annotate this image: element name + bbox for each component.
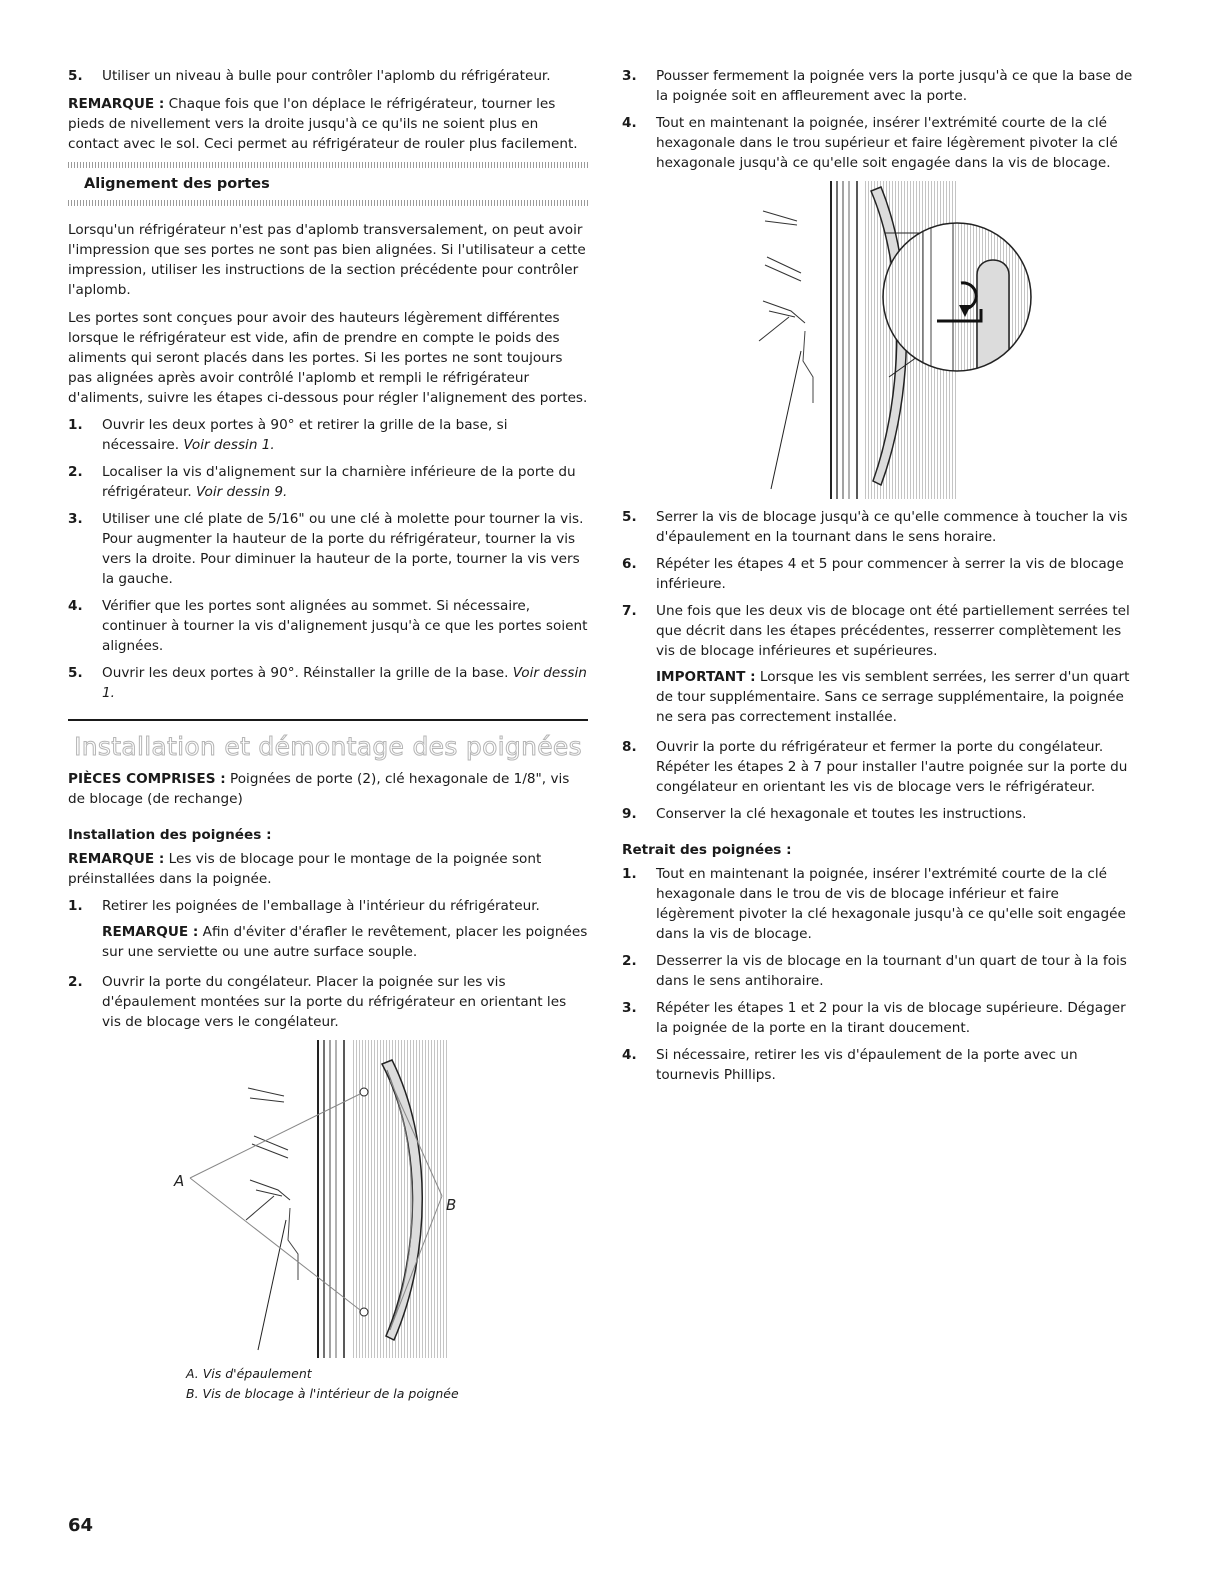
- step-text: Utiliser un niveau à bulle pour contrôler l'aplomb du réfrigérateur.: [102, 68, 551, 84]
- shelf-lines: [288, 1208, 298, 1280]
- step-text: Répéter les étapes 4 et 5 pour commencer à serrer la vis de blocage inférieure.: [656, 556, 1124, 592]
- figure-captions: [68, 1364, 588, 1404]
- step-text: Ouvrir la porte du réfrigérateur et fermer la porte du congélateur. Répéter les étapes 2 à 7 pour installer l'autre poignée sur la porte du congélateur en orientant les vis de blocage vers le réfrigérateur.: [656, 739, 1128, 795]
- paragraph: Lorsqu'un réfrigérateur n'est pas d'aplomb transversalement, on peut avoir l'impression que ses portes ne sont pas bien alignées. Si l'utilisateur a cette impression, utiliser les instructions de la section précédente pour contrôler l'aplomb.: [68, 222, 586, 298]
- step-number: 1.: [622, 866, 637, 882]
- note-paragraph: [68, 94, 588, 154]
- shelf-lines: [248, 1088, 284, 1102]
- step-text: Retirer les poignées de l'emballage à l'intérieur du réfrigérateur.: [102, 898, 540, 914]
- caption-a: A. Vis d'épaulement: [186, 1366, 312, 1381]
- step-text: Si nécessaire, retirer les vis d'épaulement de la porte avec un tournevis Phillips.: [656, 1047, 1078, 1083]
- step-number: 4.: [68, 598, 83, 614]
- note-label: REMARQUE :: [102, 924, 199, 940]
- shelf-lines: [763, 211, 797, 225]
- step-number: 3.: [622, 1000, 637, 1016]
- step-text: Desserrer la vis de blocage en la tournant d'un quart de tour à la fois dans le sens antihoraire.: [656, 953, 1127, 989]
- step-text: Conserver la clé hexagonale et toutes les instructions.: [656, 806, 1027, 822]
- step-number: 7.: [622, 603, 637, 619]
- step-text: Ouvrir la porte du congélateur. Placer la poignée sur les vis d'épaulement montées sur la porte du réfrigérateur en orientant les vis de blocage vers le congélateur.: [102, 974, 567, 1030]
- list-item: [68, 462, 588, 502]
- shelf-lines: [765, 257, 801, 281]
- left-column: [68, 66, 588, 1404]
- step-text: Utiliser une clé plate de 5/16" ou une clé à molette pour tourner la vis. Pour augmenter la hauteur de la porte du réfrigérateur, tourner la vis vers la droite. Pour diminuer la hauteur de la porte, tourner la vis vers la gauche.: [102, 511, 584, 587]
- subheading: Retrait des poignées :: [622, 842, 792, 858]
- important-note: [622, 667, 1136, 727]
- step-text: Serrer la vis de blocage jusqu'à ce qu'elle commence à toucher la vis d'épaulement en la tournant dans le sens horaire.: [656, 509, 1128, 545]
- important-text: Lorsque les vis semblent serrées, les serrer d'un quart de tour supplémentaire. Sans ce serrage supplémentaire, la poignée ne sera pas correctement installée.: [656, 669, 1130, 725]
- parts-text: Poignées de porte (2), clé hexagonale de 1/8", vis de blocage (de rechange): [68, 771, 570, 807]
- step-text: Ouvrir les deux portes à 90° et retirer la grille de la base, si nécessaire.: [102, 417, 508, 453]
- drawing-reference: Voir dessin 1.: [102, 665, 587, 701]
- step-text: Tout en maintenant la poignée, insérer l'extrémité courte de la clé hexagonale dans le trou supérieur et faire légèrement pivoter la clé hexagonale jusqu'à ce qu'elle soit engagée dans la vis de blocage.: [656, 115, 1118, 171]
- step-number: 8.: [622, 739, 637, 755]
- step-text: Une fois que les deux vis de blocage ont été partiellement serrées tel que décrit dans les étapes précédentes, resserrer complètement les vis de blocage inférieures et supérieures.: [656, 603, 1130, 659]
- section-rule: [68, 719, 588, 721]
- list-item: [622, 113, 1136, 173]
- dotted-separator: [68, 200, 588, 206]
- parts-label: PIÈCES COMPRISES :: [68, 771, 226, 787]
- shelf-lines: [252, 1136, 288, 1158]
- note-text: Chaque fois que l'on déplace le réfrigérateur, tourner les pieds de nivellement vers la droite jusqu'à ce qu'ils ne soient plus en contact avec le sol. Ceci permet au réfrigérateur de rouler plus facilement.: [68, 96, 578, 152]
- step-text: Répéter les étapes 1 et 2 pour la vis de blocage supérieure. Dégager la poignée de la porte en la tirant doucement.: [656, 1000, 1126, 1036]
- pointer-line: [771, 351, 801, 489]
- step-number: 1.: [68, 898, 83, 914]
- dotted-separator: [68, 162, 588, 168]
- list-item: [68, 596, 588, 656]
- list-item: [622, 998, 1136, 1038]
- list-item: [622, 804, 1136, 824]
- hex-key-figure: [709, 181, 1049, 499]
- step-number: 6.: [622, 556, 637, 572]
- step-text: Localiser la vis d'alignement sur la charnière inférieure de la porte du réfrigérateur.: [102, 464, 576, 500]
- note-text: Afin d'éviter d'érafler le revêtement, placer les poignées sur une serviette ou une autre surface souple.: [102, 924, 588, 960]
- shelf-lines: [250, 1180, 290, 1200]
- step-number: 2.: [68, 464, 83, 480]
- step-number: 5.: [68, 665, 83, 681]
- section-heading: Alignement des portes: [84, 176, 270, 192]
- list-item: [68, 663, 588, 703]
- step-number: 4.: [622, 1047, 637, 1063]
- list-item: [68, 896, 588, 916]
- shoulder-screw-bottom: [360, 1308, 368, 1316]
- step-number: 1.: [68, 417, 83, 433]
- section-title: Installation et démontage des poignées: [74, 732, 582, 761]
- step-text: Tout en maintenant la poignée, insérer l'extrémité courte de la clé hexagonale dans le trou de vis de blocage inférieur et faire légèrement pivoter la clé hexagonale jusqu'à ce qu'elle soit engagée dans la vis de blocage.: [656, 866, 1126, 942]
- shelf-lines: [246, 1196, 274, 1220]
- list-item: [622, 1045, 1136, 1085]
- list-item: [68, 415, 588, 455]
- paragraph: Les portes sont conçues pour avoir des hauteurs légèrement différentes lorsque le réfrigérateur est vide, afin de prendre en compte le poids des aliments qui seront placés dans les portes. Si les portes ne sont toujours pas alignées après avoir contrôlé l'aplomb et rempli le réfrigérateur d'aliments, suivre les étapes ci-dessous pour régler l'alignement des portes.: [68, 310, 588, 406]
- drawing-reference: Voir dessin 9.: [196, 484, 288, 500]
- door-edge: [829, 181, 863, 499]
- page-number: 64: [68, 1515, 94, 1536]
- step-number: 3.: [622, 68, 637, 84]
- step-number: 9.: [622, 806, 637, 822]
- door-edge: [316, 1040, 352, 1358]
- parts-paragraph: [68, 769, 588, 809]
- caption-b: B. Vis de blocage à l'intérieur de la poignée: [186, 1386, 459, 1401]
- list-item: [68, 972, 588, 1032]
- step-number: 3.: [68, 511, 83, 527]
- shelf-lines: [803, 331, 813, 403]
- callout-a: A: [174, 1172, 185, 1190]
- important-label: IMPORTANT :: [656, 669, 756, 685]
- step-number: 5.: [68, 68, 83, 84]
- step-text: Vérifier que les portes sont alignées au sommet. Si nécessaire, continuer à tourner la vis d'alignement jusqu'à ce que les portes soient alignées.: [102, 598, 588, 654]
- drawing-reference: Voir dessin 1.: [183, 437, 275, 453]
- list-item: [622, 737, 1136, 797]
- alignment-steps: [68, 415, 588, 703]
- step-number: 2.: [68, 974, 83, 990]
- list-item: [622, 554, 1136, 594]
- note-label: REMARQUE :: [68, 851, 165, 867]
- list-item: [622, 601, 1136, 661]
- step-number: 5.: [622, 509, 637, 525]
- list-item: [622, 66, 1136, 106]
- pointer-line: [258, 1220, 286, 1350]
- right-column: [622, 66, 1136, 1085]
- step-number: 2.: [622, 953, 637, 969]
- step-number: 4.: [622, 115, 637, 131]
- shelf-lines: [759, 317, 789, 341]
- note-text: Les vis de blocage pour le montage de la poignée sont préinstallées dans la poignée.: [68, 851, 542, 887]
- list-item: [68, 66, 588, 86]
- note-paragraph: [68, 849, 588, 889]
- step-text: Pousser fermement la poignée vers la porte jusqu'à ce que la base de la poignée soit en affleurement avec la porte.: [656, 68, 1133, 104]
- shoulder-screw-top: [360, 1088, 368, 1096]
- list-item: [622, 951, 1136, 991]
- callout-b: B: [446, 1196, 457, 1214]
- step-note: [68, 922, 588, 962]
- shelf-lines: [763, 301, 805, 323]
- subheading: Installation des poignées :: [68, 827, 272, 843]
- list-item: [68, 509, 588, 589]
- handle-installation-figure: [158, 1040, 498, 1358]
- list-item: [622, 864, 1136, 944]
- step-text: Ouvrir les deux portes à 90°. Réinstaller la grille de la base.: [102, 665, 509, 681]
- note-label: REMARQUE :: [68, 96, 165, 112]
- list-item: [622, 507, 1136, 547]
